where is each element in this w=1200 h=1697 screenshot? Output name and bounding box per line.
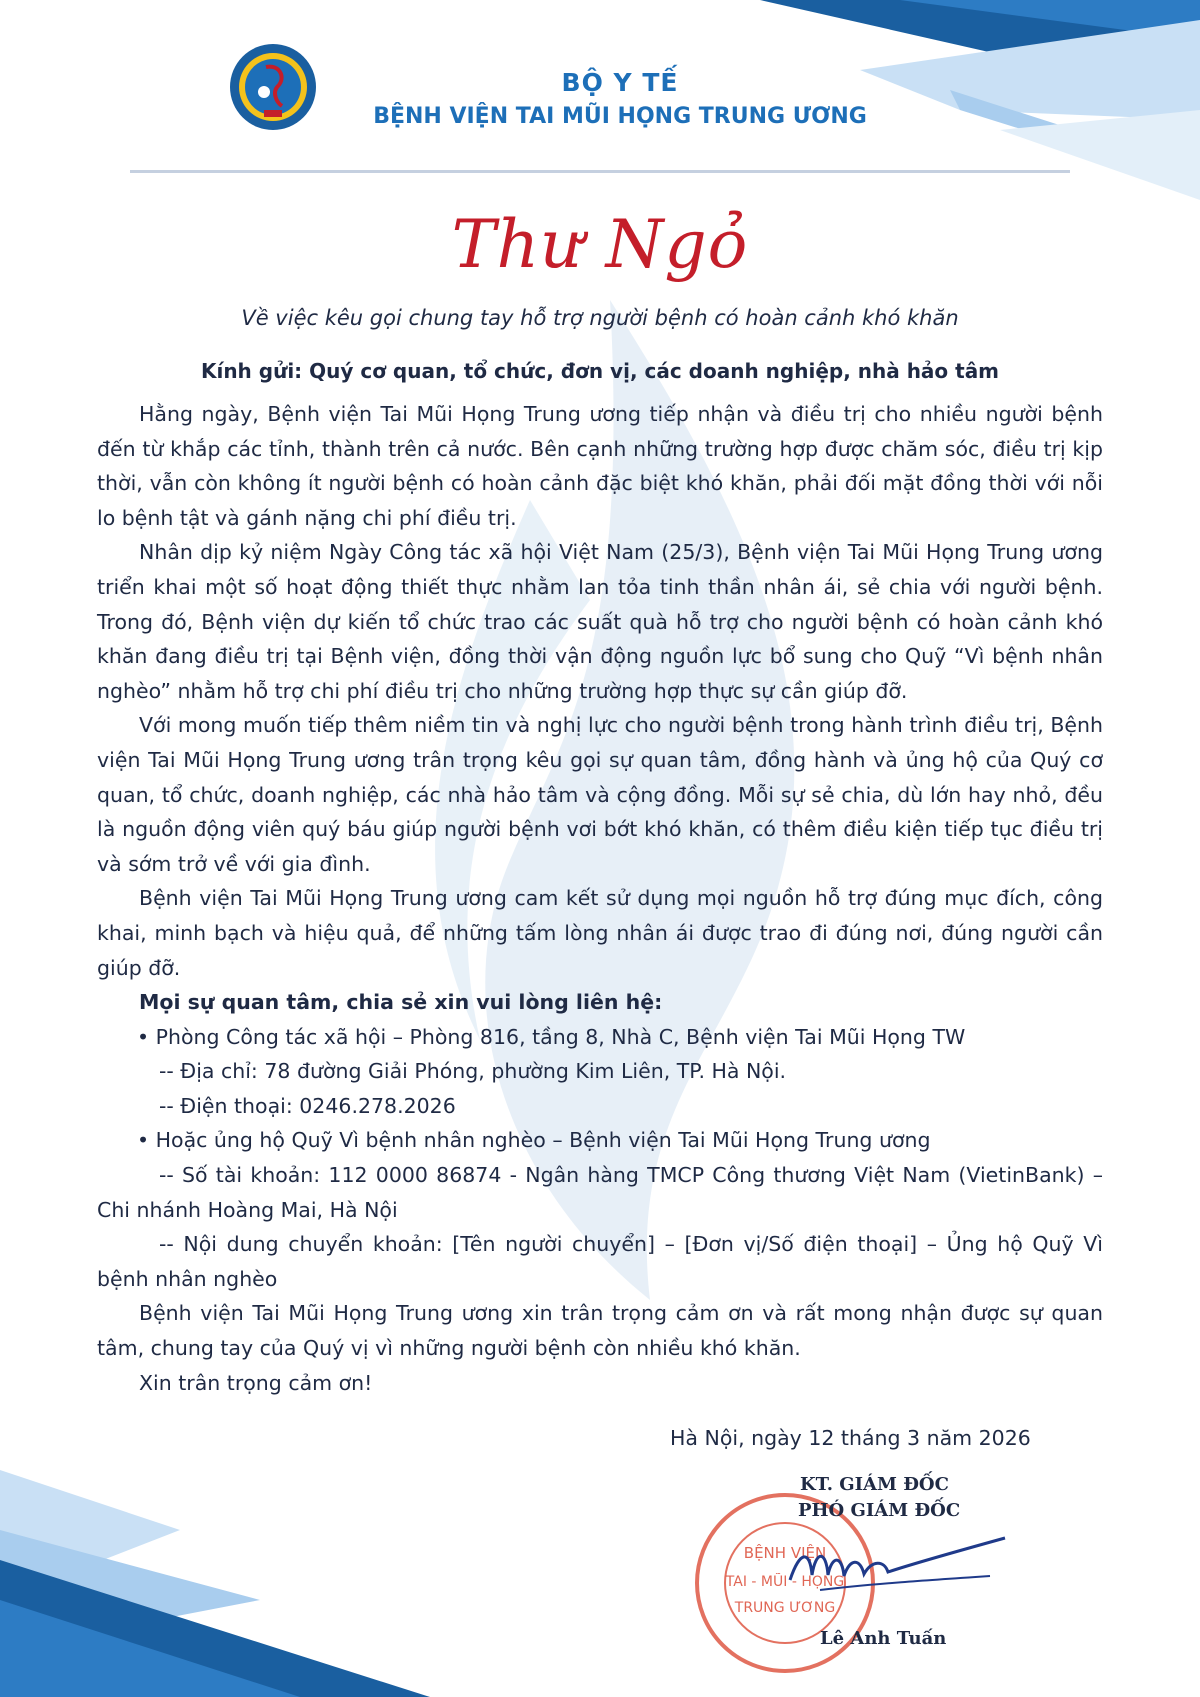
handwritten-signature [780,1530,1020,1610]
paragraph-1: Hằng ngày, Bệnh viện Tai Mũi Họng Trung ương tiếp nhận và điều trị cho nhiều người bệnh đến từ khắp các tỉnh, thành trên cả nước. Bên cạnh những trường hợp được chăm sóc, điều trị kịp thời, vẫn còn không ít người bệnh có hoàn cảnh đặc biệt khó khăn, phải đối mặt đồng thời với nỗi lo bệnh tật và gánh nặng chi phí điều trị. [97,402,1103,530]
transfer-content: -- Nội dung chuyển khoản: [Tên người chuyển] – [Đơn vị/Số điện thoại] – Ủng hộ Quỹ Vì bệnh nhân nghèo [97,1232,1103,1291]
contact-heading: Mọi sự quan tâm, chia sẻ xin vui lòng liên hệ: [139,990,663,1015]
stamp-line-2: TAI - MŨI - HỌNG [725,1574,845,1590]
hospital-name: BỆNH VIỆN TAI MŨI HỌNG TRUNG ƯƠNG [373,104,867,129]
thanks-line: Xin trân trọng cảm ơn! [139,1370,373,1395]
paragraph-3: Với mong muốn tiếp thêm niềm tin và nghị lực cho người bệnh trong hành trình điều trị, Bệnh viện Tai Mũi Họng Trung ương trân trọng kêu gọi sự quan tâm, đồng hành và ủng hộ của Quý cơ quan, tổ chức, doanh nghiệp, các nhà hảo tâm và cộng đồng. Mỗi sự sẻ chia, dù lớn hay nhỏ, đều là nguồn động viên quý báu giúp người bệnh vơi bớt khó khăn, có thêm điều kiện tiếp tục điều trị và sớm trở về với gia đình. [97,713,1103,876]
closing-paragraph: Bệnh viện Tai Mũi Họng Trung ương xin trân trọng cảm ơn và rất mong nhận được sự quan tâm, chung tay của Quý vị vì những người bệnh còn nhiều khó khăn. [97,1301,1103,1361]
signer-name: Lê Anh Tuấn [820,1628,947,1649]
contact-address: -- Địa chỉ: 78 đường Giải Phóng, phường Kim Liên, TP. Hà Nội. [159,1059,787,1084]
letter-title: Thư Ngỏ [451,206,749,283]
stamp-line-1: BỆNH VIỆN [743,1544,827,1562]
signature-role-1: KT. GIÁM ĐỐC [800,1474,949,1495]
stamp-line-3: TRUNG ƯƠNG [734,1600,836,1616]
contact-item-social-work: • Phòng Công tác xã hội – Phòng 816, tầng 8, Nhà C, Bệnh viện Tai Mũi Họng TW [137,1024,966,1049]
hospital-logo [228,42,318,132]
date-line: Hà Nội, ngày 12 tháng 3 năm 2026 [670,1426,1031,1450]
bank-account: -- Số tài khoản: 112 0000 86874 - Ngân hàng TMCP Công thương Việt Nam (VietinBank) – Chi nhánh Hoàng Mai, Hà Nội [97,1163,1103,1222]
contact-phone: -- Điện thoại: 0246.278.2026 [159,1093,456,1118]
letter-recipient: Kính gửi: Quý cơ quan, tổ chức, đơn vị, các doanh nghiệp, nhà hảo tâm [200,359,1000,383]
paragraph-2: Nhân dịp kỷ niệm Ngày Công tác xã hội Việt Nam (25/3), Bệnh viện Tai Mũi Họng Trung ương triển khai một số hoạt động thiết thực nhằm lan tỏa tinh thần nhân ái, sẻ chia với người bệnh. Trong đó, Bệnh viện dự kiến tổ chức trao các suất quà hỗ trợ cho người bệnh có hoàn cảnh khó khăn đang điều trị tại Bệnh viện, đồng thời vận động nguồn lực bổ sung cho Quỹ “Vì bệnh nhân nghèo” nhằm hỗ trợ chi phí điều trị cho những trường hợp thực sự cần giúp đỡ. [97,540,1103,703]
paragraph-4: Bệnh viện Tai Mũi Họng Trung ương cam kết sử dụng mọi nguồn hỗ trợ đúng mục đích, công khai, minh bạch và hiệu quả, để những tấm lòng nhân ái được trao đi đúng nơi, đúng người cần giúp đỡ. [97,886,1103,980]
contact-item-fund: • Hoặc ủng hộ Quỹ Vì bệnh nhân nghèo – Bệnh viện Tai Mũi Họng Trung ương [137,1128,931,1153]
header-divider [130,170,1070,173]
letter-body [97,397,1103,1400]
signature-role-2: PHÓ GIÁM ĐỐC [798,1500,961,1521]
ministry-name: BỘ Y TẾ [561,68,679,97]
letter-subject: Về việc kêu gọi chung tay hỗ trợ người bệnh có hoàn cảnh khó khăn [241,306,959,330]
